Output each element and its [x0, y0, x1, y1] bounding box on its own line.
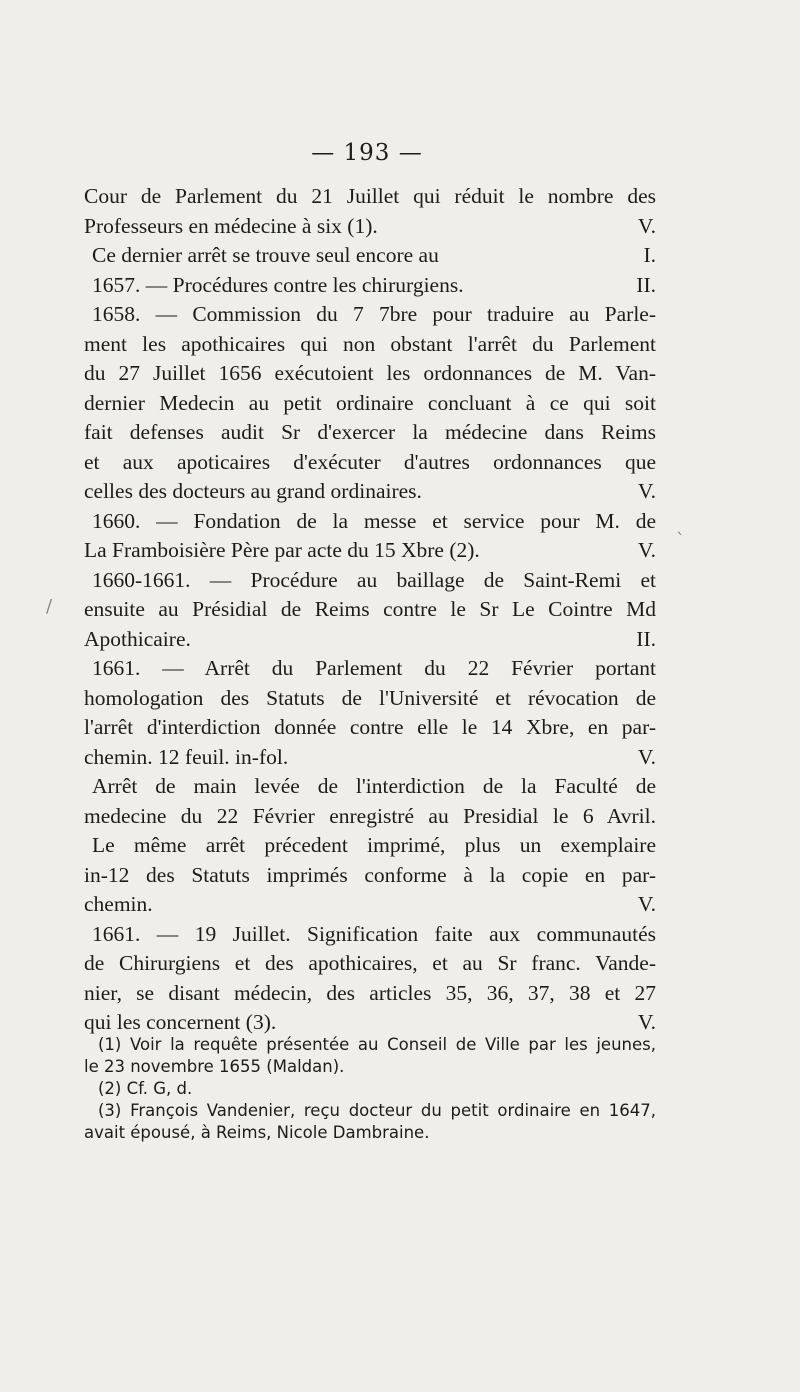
text-line: fait defenses audit Sr d'exercer la médecine dans Reims [84, 420, 656, 444]
text-line: Le même arrêt précedent imprimé, plus un exemplaire [92, 833, 656, 857]
text-line: 1658. — Commission du 7 7bre pour traduire au Parle- [92, 302, 656, 326]
body-text [84, 182, 656, 1038]
page-speck: / [46, 596, 53, 617]
text-line: 1657. — Procédures contre les chirurgiens. II. [84, 271, 656, 301]
text-line: medecine du 22 Février enregistré au Presidial le 6 Avril. [84, 803, 656, 828]
text-line: ensuite au Présidial de Reims contre le Sr Le Cointre Md [84, 597, 656, 621]
text-line: l'arrêt d'interdiction donnée contre elle le 14 Xbre, en par- [84, 715, 656, 739]
footnote-2: (2) Cf. G, d. [98, 1079, 193, 1098]
footnote-1-line-2: le 23 novembre 1655 (Maldan). [84, 1057, 345, 1076]
footnote-3-line-1: (3) François Vandenier, reçu docteur du petit ordinaire en 1647, [98, 1101, 656, 1120]
footnote-1-line-1: (1) Voir la requête présentée au Conseil de Ville par les jeunes, [98, 1035, 656, 1054]
volume-reference: II. [636, 626, 656, 651]
volume-reference: I. [643, 243, 656, 267]
volume-reference: II. [636, 272, 656, 297]
page-speck: ` [676, 530, 685, 551]
text-line: de Chirurgiens et des apothicaires, et au Sr franc. Vande- [84, 951, 656, 975]
volume-reference: V. [637, 892, 656, 916]
volume-reference: V. [637, 744, 656, 769]
text-line: in-12 des Statuts imprimés conforme à la copie en par- [84, 862, 656, 887]
text-line: homologation des Statuts de l'Université et révocation de [84, 685, 656, 710]
text-line: chemin. V. [84, 890, 656, 920]
volume-reference: V. [637, 213, 656, 238]
text-line: 1661. — 19 Juillet. Signification faite aux communautés [92, 921, 656, 946]
text-line: du 27 Juillet 1656 exécutoient les ordonnances de M. Van- [84, 361, 656, 385]
text-line: Cour de Parlement du 21 Juillet qui réduit le nombre des [84, 184, 656, 208]
text-line: dernier Medecin au petit ordinaire concluant à ce qui soit [84, 390, 656, 415]
text-line: chemin. 12 feuil. in-fol. V. [84, 743, 656, 773]
footnotes [84, 1034, 656, 1144]
volume-reference: V. [637, 538, 656, 562]
text-line: qui les concernent (3). V. [84, 1008, 656, 1038]
text-line: 1660-1661. — Procédure au baillage de Saint-Remi et [92, 567, 656, 592]
text-line: Ce dernier arrêt se trouve seul encore au I. [84, 241, 656, 271]
text-line: et aux apoticaires d'exécuter d'autres ordonnances que [84, 449, 656, 474]
text-line: Professeurs en médecine à six (1). V. [84, 212, 656, 242]
text-line: 1661. — Arrêt du Parlement du 22 Février portant [92, 656, 656, 680]
text-line: nier, se disant médecin, des articles 35, 36, 37, 38 et 27 [84, 980, 656, 1005]
text-line: ment les apothicaires qui non obstant l'arrêt du Parlement [84, 331, 656, 356]
volume-reference: V. [637, 1010, 656, 1034]
text-line: 1660. — Fondation de la messe et service pour M. de [92, 508, 656, 533]
text-line: Apothicaire. II. [84, 625, 656, 655]
text-line: La Framboisière Père par acte du 15 Xbre (2). V. [84, 536, 656, 566]
footnote-3-line-2: avait épousé, à Reims, Nicole Dambraine. [84, 1123, 430, 1142]
page-number: — 193 — [311, 140, 423, 166]
volume-reference: V. [637, 479, 656, 503]
text-line: Arrêt de main levée de l'interdiction de la Faculté de [92, 774, 656, 798]
text-line: celles des docteurs au grand ordinaires. V. [84, 477, 656, 507]
